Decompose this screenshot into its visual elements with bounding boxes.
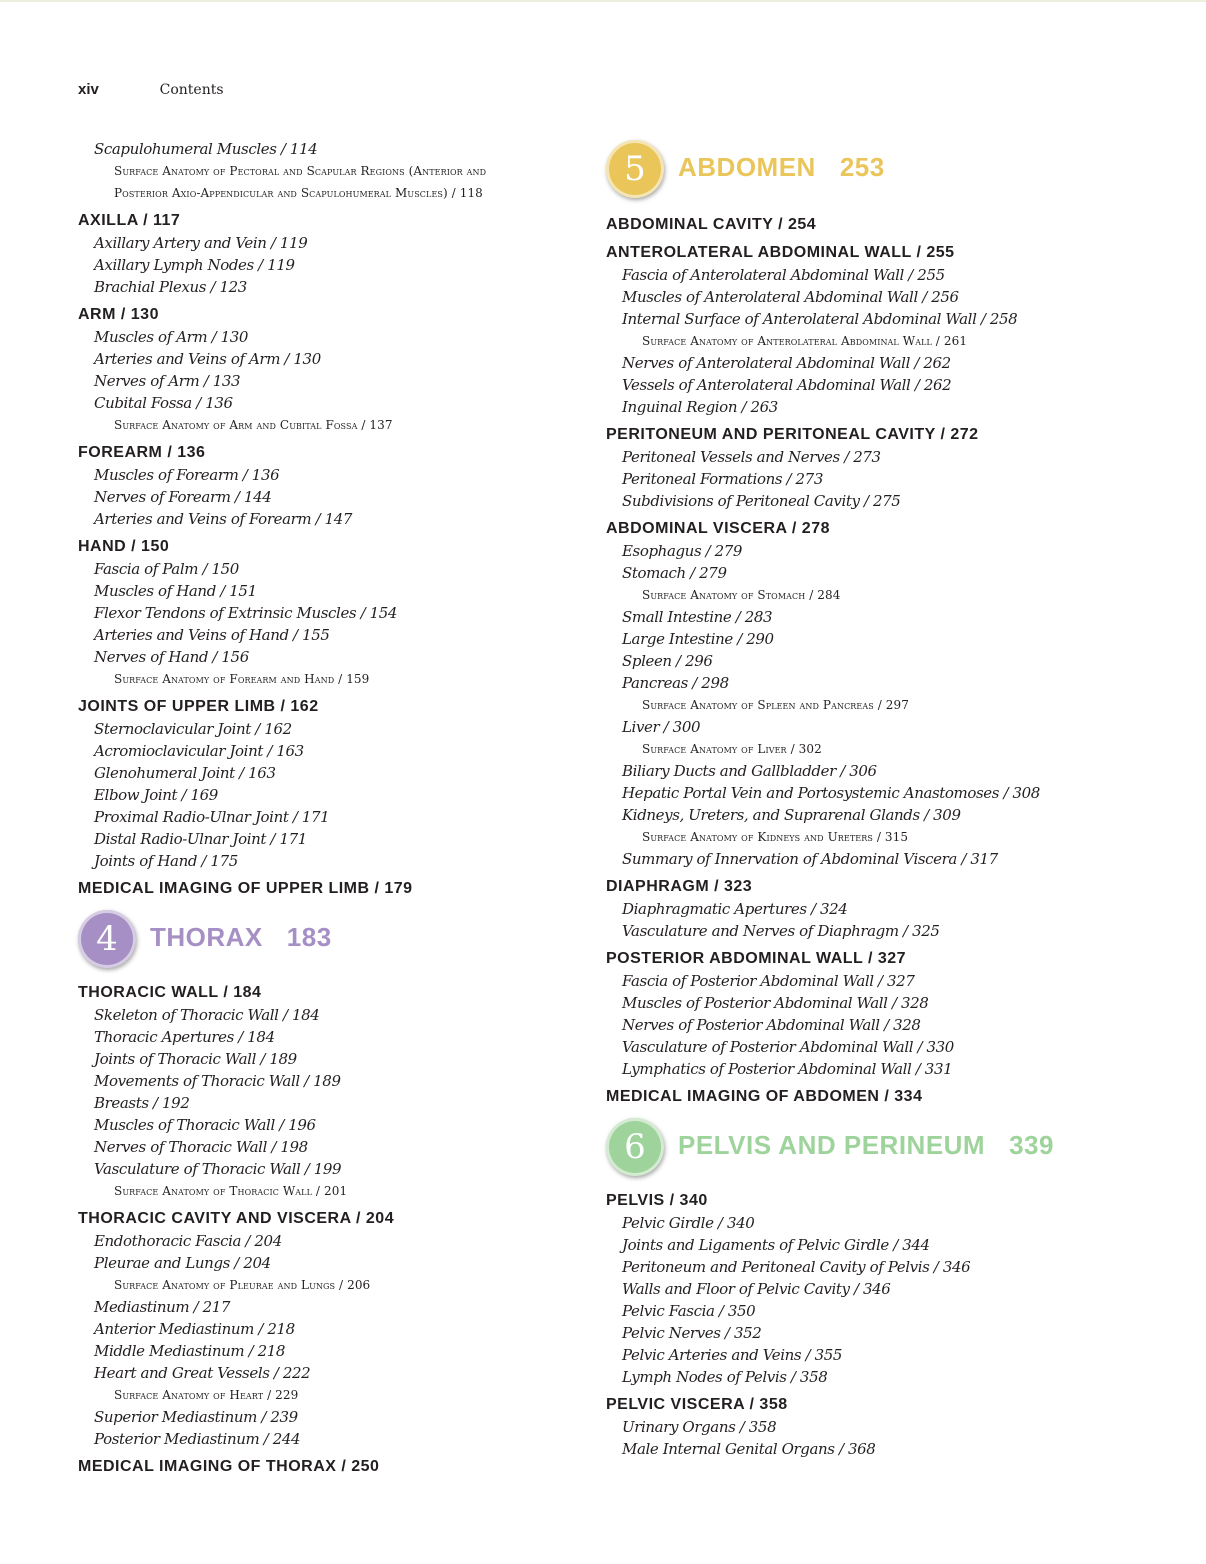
toc-topic-entry[interactable]: Pelvic Girdle / 340 xyxy=(622,1214,755,1232)
toc-section-heading[interactable]: ABDOMINAL CAVITY / 254 xyxy=(606,216,817,233)
chapter-title-text: PELVIS AND PERINEUM xyxy=(678,1130,986,1160)
toc-left-column xyxy=(78,138,578,1478)
toc-topic-entry[interactable]: Axillary Lymph Nodes / 119 xyxy=(94,256,295,274)
toc-topic-entry[interactable]: Vasculature and Nerves of Diaphragm / 325 xyxy=(622,922,940,940)
toc-topic-entry[interactable]: Fascia of Posterior Abdominal Wall / 327 xyxy=(622,972,915,990)
toc-topic-entry[interactable]: Peritoneum and Peritoneal Cavity of Pelvis / 346 xyxy=(622,1258,971,1276)
toc-topic-entry[interactable]: Flexor Tendons of Extrinsic Muscles / 154 xyxy=(94,604,398,622)
chapter-title-text: ABDOMEN xyxy=(678,152,816,182)
toc-topic-entry[interactable]: Large Intestine / 290 xyxy=(622,630,774,648)
toc-topic-entry[interactable]: Middle Mediastinum / 218 xyxy=(94,1342,286,1360)
toc-topic-entry[interactable]: Liver / 300 xyxy=(622,718,701,736)
toc-topic-entry[interactable]: Peritoneal Vessels and Nerves / 273 xyxy=(622,448,881,466)
chapter-number-badge: 4 xyxy=(78,910,136,968)
toc-topic-entry[interactable]: Pelvic Nerves / 352 xyxy=(622,1324,762,1342)
toc-surface-anatomy-entry[interactable]: Surface Anatomy of Spleen and Pancreas / 297 xyxy=(642,698,909,712)
toc-topic-entry[interactable]: Esophagus / 279 xyxy=(622,542,743,560)
toc-surface-anatomy-entry[interactable]: Surface Anatomy of Pectoral and Scapular Regions (Anterior and xyxy=(114,164,487,178)
toc-topic-entry[interactable]: Acromioclavicular Joint / 163 xyxy=(94,742,304,760)
toc-section-heading[interactable]: ARM / 130 xyxy=(78,306,159,323)
chapter-number-badge: 6 xyxy=(606,1118,664,1176)
toc-section-heading[interactable]: POSTERIOR ABDOMINAL WALL / 327 xyxy=(606,950,907,967)
toc-topic-entry[interactable]: Arteries and Veins of Forearm / 147 xyxy=(94,510,353,528)
toc-section-heading[interactable]: JOINTS OF UPPER LIMB / 162 xyxy=(78,698,319,715)
toc-topic-entry[interactable]: Summary of Innervation of Abdominal Viscera / 317 xyxy=(622,850,998,868)
toc-topic-entry[interactable]: Sternoclavicular Joint / 162 xyxy=(94,720,292,738)
toc-topic-entry[interactable]: Biliary Ducts and Gallbladder / 306 xyxy=(622,762,877,780)
toc-topic-entry[interactable]: Muscles of Hand / 151 xyxy=(94,582,257,600)
toc-right-column xyxy=(606,138,1186,1460)
toc-topic-entry[interactable]: Nerves of Arm / 133 xyxy=(94,372,241,390)
running-title: Contents xyxy=(159,82,224,98)
toc-topic-entry[interactable]: Inguinal Region / 263 xyxy=(622,398,778,416)
toc-section-heading[interactable]: ANTEROLATERAL ABDOMINAL WALL / 255 xyxy=(606,244,955,261)
toc-section-heading[interactable]: AXILLA / 117 xyxy=(78,212,181,229)
chapter-heading[interactable] xyxy=(78,900,578,976)
toc-surface-anatomy-entry[interactable]: Surface Anatomy of Pleurae and Lungs / 206 xyxy=(114,1278,371,1292)
toc-topic-entry[interactable]: Nerves of Anterolateral Abdominal Wall / 262 xyxy=(622,354,951,372)
toc-surface-anatomy-entry[interactable]: Surface Anatomy of Thoracic Wall / 201 xyxy=(114,1184,348,1198)
toc-topic-entry[interactable]: Cubital Fossa / 136 xyxy=(94,394,233,412)
toc-topic-entry[interactable]: Pleurae and Lungs / 204 xyxy=(94,1254,271,1272)
toc-topic-entry[interactable]: Nerves of Hand / 156 xyxy=(94,648,249,666)
toc-topic-entry[interactable]: Axillary Artery and Vein / 119 xyxy=(94,234,308,252)
toc-topic-entry[interactable]: Elbow Joint / 169 xyxy=(94,786,218,804)
toc-topic-entry[interactable]: Joints of Thoracic Wall / 189 xyxy=(94,1050,297,1068)
toc-section-heading[interactable]: PELVIS / 340 xyxy=(606,1192,708,1209)
toc-topic-entry[interactable]: Small Intestine / 283 xyxy=(622,608,773,626)
toc-topic-entry[interactable]: Thoracic Apertures / 184 xyxy=(94,1028,275,1046)
toc-topic-entry[interactable]: Skeleton of Thoracic Wall / 184 xyxy=(94,1006,320,1024)
toc-surface-anatomy-entry[interactable]: Surface Anatomy of Liver / 302 xyxy=(642,742,822,756)
toc-topic-entry[interactable]: Glenohumeral Joint / 163 xyxy=(94,764,276,782)
toc-topic-entry[interactable]: Joints and Ligaments of Pelvic Girdle / 344 xyxy=(622,1236,930,1254)
toc-surface-anatomy-entry[interactable]: Surface Anatomy of Forearm and Hand / 159 xyxy=(114,672,370,686)
chapter-page-number: 339 xyxy=(1009,1130,1054,1160)
toc-topic-entry[interactable]: Internal Surface of Anterolateral Abdominal Wall / 258 xyxy=(622,310,1018,328)
toc-topic-entry[interactable]: Muscles of Arm / 130 xyxy=(94,328,249,346)
toc-topic-entry[interactable]: Arteries and Veins of Hand / 155 xyxy=(94,626,330,644)
toc-topic-entry[interactable]: Hepatic Portal Vein and Portosystemic Anastomoses / 308 xyxy=(622,784,1040,802)
running-head xyxy=(78,80,224,98)
chapter-title xyxy=(150,922,332,953)
toc-topic-entry[interactable]: Mediastinum / 217 xyxy=(94,1298,231,1316)
toc-surface-anatomy-entry[interactable]: Surface Anatomy of Anterolateral Abdominal Wall / 261 xyxy=(642,334,968,348)
toc-section-heading[interactable]: MEDICAL IMAGING OF UPPER LIMB / 179 xyxy=(78,880,413,897)
toc-topic-entry[interactable]: Muscles of Anterolateral Abdominal Wall / 256 xyxy=(622,288,959,306)
toc-topic-entry[interactable]: Posterior Mediastinum / 244 xyxy=(94,1430,301,1448)
toc-topic-entry[interactable]: Walls and Floor of Pelvic Cavity / 346 xyxy=(622,1280,891,1298)
toc-topic-entry[interactable]: Pelvic Arteries and Veins / 355 xyxy=(622,1346,843,1364)
toc-section-heading[interactable]: DIAPHRAGM / 323 xyxy=(606,878,753,895)
chapter-title-text: THORAX xyxy=(150,922,263,952)
toc-topic-entry[interactable]: Stomach / 279 xyxy=(622,564,727,582)
top-rule xyxy=(0,0,1206,2)
toc-topic-entry[interactable]: Vessels of Anterolateral Abdominal Wall / 262 xyxy=(622,376,952,394)
chapter-page-number: 183 xyxy=(286,922,332,952)
page-number: xiv xyxy=(78,81,99,98)
toc-topic-entry[interactable]: Arteries and Veins of Arm / 130 xyxy=(94,350,321,368)
toc-topic-entry[interactable]: Vasculature of Thoracic Wall / 199 xyxy=(94,1160,342,1178)
chapter-title xyxy=(678,152,885,183)
toc-topic-entry[interactable]: Pelvic Fascia / 350 xyxy=(622,1302,756,1320)
toc-topic-entry[interactable]: Brachial Plexus / 123 xyxy=(94,278,247,296)
toc-topic-entry[interactable]: Joints of Hand / 175 xyxy=(94,852,238,870)
toc-topic-entry[interactable]: Muscles of Posterior Abdominal Wall / 328 xyxy=(622,994,929,1012)
toc-topic-entry[interactable]: Heart and Great Vessels / 222 xyxy=(94,1364,311,1382)
toc-topic-entry[interactable]: Peritoneal Formations / 273 xyxy=(622,470,823,488)
toc-topic-entry[interactable]: Muscles of Forearm / 136 xyxy=(94,466,280,484)
toc-section-heading[interactable]: THORACIC WALL / 184 xyxy=(78,984,262,1001)
toc-surface-anatomy-entry[interactable]: Surface Anatomy of Stomach / 284 xyxy=(642,588,841,602)
toc-topic-entry[interactable]: Superior Mediastinum / 239 xyxy=(94,1408,298,1426)
toc-section-heading[interactable]: HAND / 150 xyxy=(78,538,170,555)
chapter-page-number: 253 xyxy=(839,152,885,182)
toc-surface-anatomy-entry[interactable]: Surface Anatomy of Kidneys and Ureters / 315 xyxy=(642,830,909,844)
toc-topic-entry[interactable]: Distal Radio-Ulnar Joint / 171 xyxy=(94,830,307,848)
toc-section-heading[interactable]: PERITONEUM AND PERITONEAL CAVITY / 272 xyxy=(606,426,979,443)
toc-topic-entry[interactable]: Endothoracic Fascia / 204 xyxy=(94,1232,282,1250)
toc-topic-entry[interactable]: Proximal Radio-Ulnar Joint / 171 xyxy=(94,808,330,826)
chapter-heading[interactable] xyxy=(606,138,1186,208)
toc-surface-anatomy-entry[interactable]: Surface Anatomy of Arm and Cubital Fossa / 137 xyxy=(114,418,393,432)
toc-topic-entry[interactable]: Muscles of Thoracic Wall / 196 xyxy=(94,1116,316,1134)
toc-topic-entry[interactable]: Fascia of Anterolateral Abdominal Wall / 255 xyxy=(622,266,945,284)
toc-topic-entry[interactable]: Spleen / 296 xyxy=(622,652,713,670)
toc-section-heading[interactable]: FOREARM / 136 xyxy=(78,444,206,461)
toc-topic-entry[interactable]: Scapulohumeral Muscles / 114 xyxy=(94,140,318,158)
toc-topic-entry[interactable]: Fascia of Palm / 150 xyxy=(94,560,239,578)
toc-topic-entry[interactable]: Breasts / 192 xyxy=(94,1094,190,1112)
toc-surface-anatomy-entry[interactable]: Surface Anatomy of Heart / 229 xyxy=(114,1388,299,1402)
toc-topic-entry[interactable]: Male Internal Genital Organs / 368 xyxy=(622,1440,876,1458)
toc-section-heading[interactable]: THORACIC CAVITY AND VISCERA / 204 xyxy=(78,1210,395,1227)
chapter-heading[interactable] xyxy=(606,1108,1186,1184)
toc-topic-entry[interactable]: Kidneys, Ureters, and Suprarenal Glands / 309 xyxy=(622,806,961,824)
toc-topic-entry[interactable]: Nerves of Posterior Abdominal Wall / 328 xyxy=(622,1016,921,1034)
toc-section-heading[interactable]: MEDICAL IMAGING OF THORAX / 250 xyxy=(78,1458,380,1475)
toc-topic-entry[interactable]: Lymph Nodes of Pelvis / 358 xyxy=(622,1368,828,1386)
toc-section-heading[interactable]: MEDICAL IMAGING OF ABDOMEN / 334 xyxy=(606,1088,923,1105)
toc-topic-entry[interactable]: Vasculature of Posterior Abdominal Wall / 330 xyxy=(622,1038,954,1056)
toc-topic-entry[interactable]: Nerves of Forearm / 144 xyxy=(94,488,272,506)
toc-section-heading[interactable]: ABDOMINAL VISCERA / 278 xyxy=(606,520,830,537)
toc-topic-entry[interactable]: Diaphragmatic Apertures / 324 xyxy=(622,900,848,918)
chapter-number-badge: 5 xyxy=(606,140,664,198)
toc-topic-entry[interactable]: Movements of Thoracic Wall / 189 xyxy=(94,1072,341,1090)
toc-section-heading[interactable]: PELVIC VISCERA / 358 xyxy=(606,1396,788,1413)
toc-surface-anatomy-entry[interactable]: Posterior Axio-Appendicular and Scapulohumeral Muscles) / 118 xyxy=(114,186,483,200)
toc-topic-entry[interactable]: Pancreas / 298 xyxy=(622,674,729,692)
toc-topic-entry[interactable]: Anterior Mediastinum / 218 xyxy=(94,1320,295,1338)
toc-topic-entry[interactable]: Nerves of Thoracic Wall / 198 xyxy=(94,1138,308,1156)
toc-topic-entry[interactable]: Lymphatics of Posterior Abdominal Wall / 331 xyxy=(622,1060,953,1078)
toc-topic-entry[interactable]: Urinary Organs / 358 xyxy=(622,1418,777,1436)
chapter-title xyxy=(678,1130,1054,1161)
toc-topic-entry[interactable]: Subdivisions of Peritoneal Cavity / 275 xyxy=(622,492,901,510)
